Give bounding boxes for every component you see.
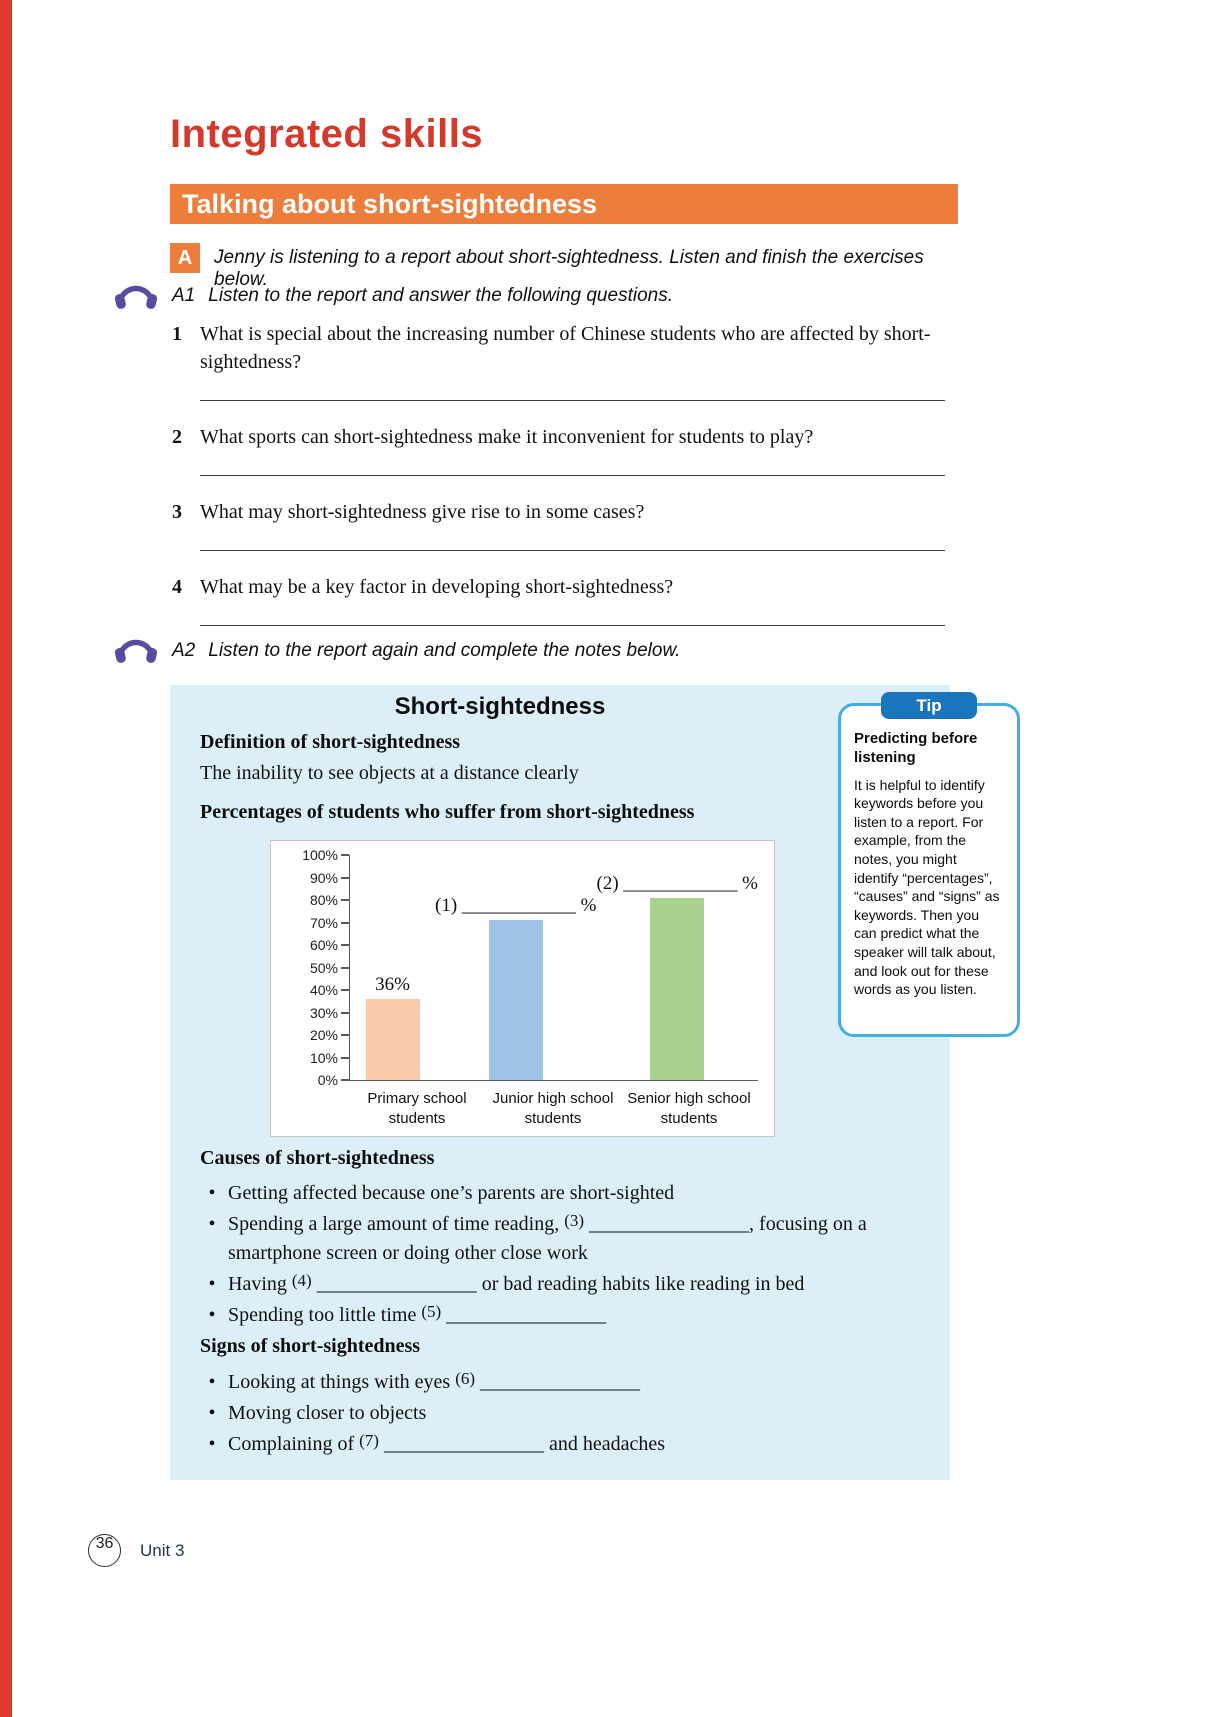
question-text: What may short-sightedness give rise to in some cases? bbox=[200, 501, 645, 523]
axis-tick bbox=[341, 899, 349, 901]
axis-tick bbox=[341, 854, 349, 856]
axis-tick bbox=[341, 1057, 349, 1059]
question-text: What sports can short-sightedness make it inconvenient for students to play? bbox=[200, 426, 814, 448]
signs-heading: Signs of short-sightedness bbox=[200, 1335, 421, 1357]
question-row bbox=[172, 320, 947, 376]
list-item bbox=[200, 1179, 935, 1208]
bars-container bbox=[350, 855, 758, 1080]
a2-instruction bbox=[172, 640, 680, 662]
blank-number: (3) bbox=[564, 1211, 585, 1230]
list-item-text: Complaining of $^{(7)}$ ________________ and headaches bbox=[228, 1431, 665, 1455]
list-item-text: Having $^{(4)}$ ________________ or bad reading habits like reading in bed bbox=[228, 1271, 805, 1295]
bar-group bbox=[350, 855, 435, 1080]
question-number: 1 bbox=[172, 323, 182, 345]
list-item bbox=[200, 1399, 935, 1428]
bar-value-label: (2) ____________ % bbox=[596, 872, 758, 894]
bullet-icon: • bbox=[208, 1182, 216, 1204]
axis-tick bbox=[341, 989, 349, 991]
a1-instruction-text: Listen to the report and answer the following questions. bbox=[208, 285, 673, 306]
y-axis-tick-label: 70% bbox=[309, 914, 338, 931]
answer-blank-line bbox=[200, 475, 945, 476]
question-number: 2 bbox=[172, 426, 182, 448]
page-edge-strip bbox=[0, 0, 12, 1717]
causes-list bbox=[200, 1179, 935, 1332]
list-item-text: Moving closer to objects bbox=[228, 1402, 427, 1424]
y-axis-tick-label: 60% bbox=[309, 937, 338, 953]
y-axis-tick-label: 100% bbox=[302, 847, 338, 863]
y-axis-tick-label: 50% bbox=[309, 959, 338, 976]
y-axis-tick-label: 80% bbox=[309, 892, 338, 908]
definition-text: The inability to see objects at a distance clearly bbox=[200, 762, 579, 784]
bullet-icon: • bbox=[208, 1433, 216, 1455]
list-item-text: Spending too little time $^{(5)}$ ________________ bbox=[228, 1302, 607, 1326]
y-axis-tick-label: 90% bbox=[309, 869, 338, 886]
page-title: Integrated skills bbox=[170, 112, 484, 156]
a2-instruction-text: Listen to the report again and complete the notes below. bbox=[208, 640, 681, 661]
answer-blank-line bbox=[200, 400, 945, 401]
axis-tick bbox=[341, 944, 349, 946]
axis-tick bbox=[341, 1079, 349, 1081]
answer-blank-line bbox=[200, 550, 945, 551]
x-axis-category-text: Senior high school students bbox=[627, 1090, 751, 1128]
headphones-icon bbox=[113, 270, 159, 312]
bullet-icon: • bbox=[208, 1213, 216, 1235]
question-number: 4 bbox=[172, 576, 182, 598]
question-item bbox=[172, 498, 947, 551]
bar bbox=[366, 999, 420, 1080]
x-axis-category-text: Primary school students bbox=[367, 1090, 467, 1128]
list-item-text: Spending a large amount of time reading, $^{(3)}$ ________________, focusing on a smartphone screen or doing other close work bbox=[228, 1211, 867, 1264]
bar-value-label: 36% bbox=[375, 974, 410, 995]
blank-number: (5) bbox=[421, 1302, 442, 1321]
question-row bbox=[172, 423, 947, 451]
axis-tick bbox=[341, 922, 349, 924]
chart-x-axis-labels bbox=[349, 1089, 757, 1130]
x-axis-category bbox=[485, 1089, 621, 1130]
axis-tick bbox=[341, 1034, 349, 1036]
page-number-badge: 36 bbox=[88, 1534, 121, 1567]
tip-body: It is helpful to identify keywords before you listen to a report. For example, from the notes, you might identify “percentages”, “causes” and “signs” as keywords. Then you can predict what the speaker will talk about, and look out for these words as you listen. bbox=[854, 776, 1000, 998]
section-a-badge: A bbox=[170, 243, 200, 273]
list-item bbox=[200, 1301, 935, 1330]
tip-tab: Tip bbox=[881, 692, 977, 719]
question-number: 3 bbox=[172, 501, 182, 523]
notes-title: Short-sightedness bbox=[394, 693, 606, 720]
axis-tick bbox=[341, 967, 349, 969]
notes-panel bbox=[170, 685, 950, 1480]
x-axis-category-text: Junior high school students bbox=[492, 1090, 614, 1128]
bar bbox=[650, 898, 704, 1080]
y-axis-tick-label: 10% bbox=[309, 1049, 338, 1066]
a1-instruction bbox=[172, 285, 673, 307]
blank-number: (4) bbox=[291, 1271, 312, 1290]
bar-value-label: (1) ____________ % bbox=[435, 895, 597, 917]
question-text: What is special about the increasing number of Chinese students who are affected by short-sightedness? bbox=[200, 323, 931, 373]
bullet-icon: • bbox=[208, 1304, 216, 1326]
blank-number: (7) bbox=[359, 1431, 379, 1450]
tip-title: Predicting before listening bbox=[854, 730, 978, 766]
list-item-text: Getting affected because one’s parents are short-sighted bbox=[228, 1182, 675, 1204]
signs-list bbox=[200, 1368, 935, 1461]
answer-blank-line bbox=[200, 625, 945, 626]
unit-label: Unit 3 bbox=[140, 1541, 185, 1560]
question-item bbox=[172, 423, 947, 476]
x-axis-category bbox=[621, 1089, 757, 1130]
section-a-intro: Jenny is listening to a report about short-sightedness. Listen and finish the exercises below. bbox=[214, 247, 924, 290]
bullet-icon: • bbox=[208, 1371, 216, 1393]
a2-label: A2 bbox=[172, 640, 196, 661]
a1-label: A1 bbox=[172, 285, 196, 306]
axis-tick bbox=[341, 877, 349, 879]
axis-tick bbox=[341, 1012, 349, 1014]
blank-number: (6) bbox=[455, 1369, 476, 1388]
definition-heading: Definition of short-sightedness bbox=[200, 731, 461, 753]
question-item bbox=[172, 320, 947, 401]
list-item bbox=[200, 1368, 935, 1397]
question-row bbox=[172, 498, 947, 526]
question-list bbox=[172, 320, 947, 648]
list-item-text: Looking at things with eyes $^{(6)}$ ________________ bbox=[228, 1369, 641, 1393]
bar bbox=[489, 920, 543, 1080]
chart-plot-area bbox=[302, 847, 758, 1088]
y-axis-tick-label: 20% bbox=[309, 1027, 338, 1043]
question-item bbox=[172, 573, 947, 626]
y-axis-tick-label: 40% bbox=[309, 982, 338, 998]
bar-group bbox=[597, 855, 758, 1080]
list-item bbox=[200, 1270, 935, 1299]
question-row bbox=[172, 573, 947, 601]
headphones-icon bbox=[113, 624, 159, 666]
section-a-intro-row bbox=[170, 243, 960, 291]
y-axis-tick-label: 0% bbox=[317, 1072, 338, 1088]
section-banner: Talking about short-sightedness bbox=[170, 184, 958, 224]
bar-chart bbox=[270, 840, 775, 1137]
bullet-icon: • bbox=[208, 1273, 216, 1295]
percentages-heading: Percentages of students who suffer from short-sightedness bbox=[200, 801, 695, 823]
bullet-icon: • bbox=[208, 1402, 216, 1424]
list-item bbox=[200, 1210, 935, 1268]
question-text: What may be a key factor in developing short-sightedness? bbox=[200, 576, 674, 598]
y-axis-tick-label: 30% bbox=[309, 1004, 338, 1021]
tip-box bbox=[838, 696, 1020, 1037]
list-item bbox=[200, 1430, 935, 1459]
x-axis-category bbox=[349, 1089, 485, 1130]
bar-group bbox=[435, 855, 596, 1080]
causes-heading: Causes of short-sightedness bbox=[200, 1147, 435, 1169]
